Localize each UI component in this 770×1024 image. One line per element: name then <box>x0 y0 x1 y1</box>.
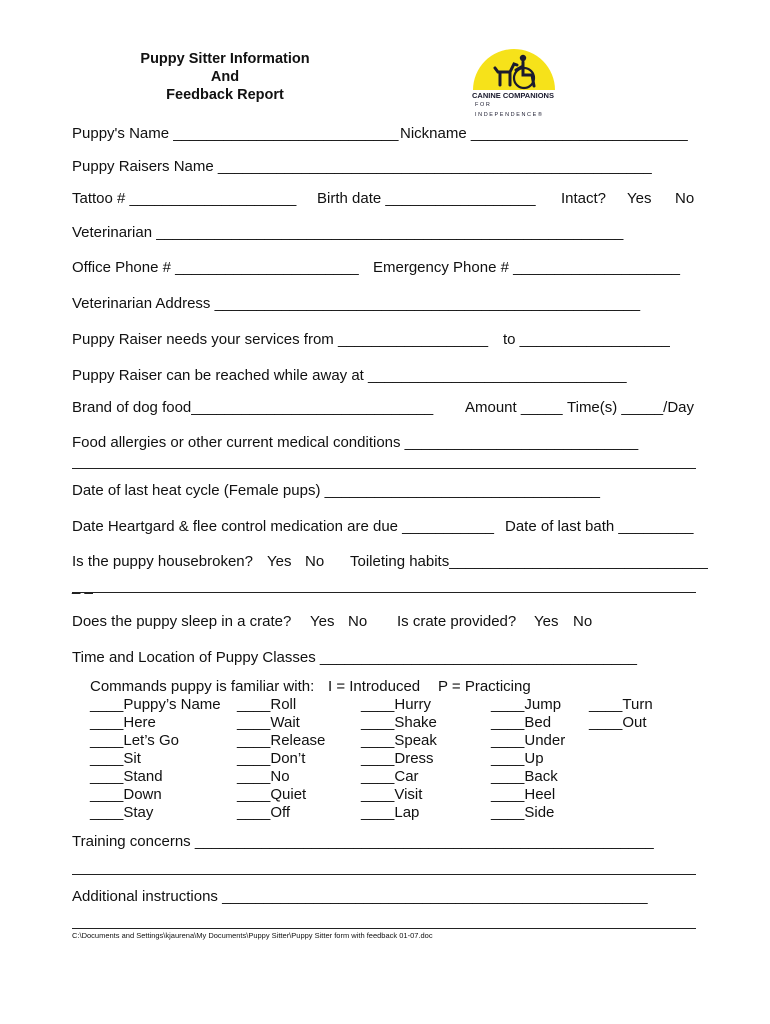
emergency-phone-field[interactable]: Emergency Phone # ____________________ <box>373 259 680 276</box>
file-path-footer: C:\Documents and Settings\kjaurena\My Documents\Puppy Sitter\Puppy Sitter form with feedback 01-07.doc <box>72 931 433 940</box>
heartgard-due-field[interactable]: Date Heartgard & flee control medication are due ___________ <box>72 518 494 535</box>
command-item[interactable]: ____Shake <box>361 714 437 731</box>
command-item[interactable]: ____Wait <box>237 714 300 731</box>
command-item[interactable]: ____Down <box>90 786 162 803</box>
vet-address-field[interactable]: Veterinarian Address ___________________________________________________ <box>72 295 641 312</box>
intact-no-option[interactable]: No <box>675 190 695 207</box>
services-from-field[interactable]: Puppy Raiser needs your services from __________________ <box>72 331 489 348</box>
commands-heading: Commands puppy is familiar with: <box>90 678 315 695</box>
reached-while-away-field[interactable]: Puppy Raiser can be reached while away at _______________________________ <box>72 367 627 384</box>
logo-text-line1: CANINE COMPANIONS <box>472 91 554 100</box>
command-item[interactable]: ____Off <box>237 804 291 821</box>
command-item[interactable]: ____Side <box>491 804 555 821</box>
additional-instructions-field[interactable]: Additional instructions ___________________________________________________ <box>72 888 648 905</box>
command-item[interactable]: ____Stay <box>90 804 154 821</box>
command-item[interactable]: ____Turn <box>589 696 653 713</box>
command-item[interactable]: ____Puppy’s Name <box>90 696 221 713</box>
housebroken-yes-option[interactable]: Yes <box>267 553 292 570</box>
amount-field[interactable]: Amount _____ <box>465 399 563 416</box>
puppy-name-field[interactable]: Puppy's Name ___________________________ <box>72 125 399 142</box>
form-title-line1: Puppy Sitter Information <box>140 51 310 67</box>
command-item[interactable]: ____Under <box>491 732 566 749</box>
last-bath-field[interactable]: Date of last bath _________ <box>505 518 694 535</box>
nickname-field[interactable]: Nickname __________________________ <box>400 125 688 142</box>
legend-practicing: P = Practicing <box>438 678 531 695</box>
logo-sun-shape <box>473 49 555 90</box>
training-concerns-field[interactable]: Training concerns _______________________________________________________ <box>72 833 654 850</box>
commands-column-3 <box>361 696 437 822</box>
command-item[interactable]: ____Speak <box>361 732 437 749</box>
puppy-raisers-name-field[interactable]: Puppy Raisers Name ____________________________________________________ <box>72 158 652 175</box>
housebroken-label: Is the puppy housebroken? <box>72 553 253 570</box>
command-item[interactable]: ____Back <box>491 768 558 785</box>
intact-label: Intact? <box>561 190 607 207</box>
command-item[interactable]: ____Don’t <box>237 750 306 767</box>
intact-yes-option[interactable]: Yes <box>627 190 652 207</box>
command-item[interactable]: ____Here <box>90 714 156 731</box>
continuation-mark: _ _ <box>72 578 93 595</box>
person-head <box>520 55 526 61</box>
command-item[interactable]: ____Quiet <box>237 786 307 803</box>
command-item[interactable]: ____Dress <box>361 750 434 767</box>
form-title-line3: Feedback Report <box>166 87 284 103</box>
command-item[interactable]: ____Lap <box>361 804 420 821</box>
crate-no-option[interactable]: No <box>348 613 368 630</box>
housebroken-no-option[interactable]: No <box>305 553 325 570</box>
command-item[interactable]: ____No <box>237 768 290 785</box>
command-item[interactable]: ____Bed <box>491 714 552 731</box>
command-item[interactable]: ____Release <box>237 732 326 749</box>
footer-divider <box>72 928 696 929</box>
last-heat-cycle-field[interactable]: Date of last heat cycle (Female pups) _________________________________ <box>72 482 600 499</box>
food-allergies-continuation-line[interactable] <box>72 468 696 469</box>
command-item[interactable]: ____Roll <box>237 696 297 713</box>
provided-yes-option[interactable]: Yes <box>534 613 559 630</box>
tattoo-field[interactable]: Tattoo # ____________________ <box>72 190 297 207</box>
food-allergies-field[interactable]: Food allergies or other current medical conditions ____________________________ <box>72 434 639 451</box>
command-item[interactable]: ____Visit <box>361 786 423 803</box>
commands-column-5 <box>589 696 653 732</box>
times-per-day-field[interactable]: Time(s) _____/Day <box>567 399 694 416</box>
command-item[interactable]: ____Let’s Go <box>90 732 179 749</box>
training-concerns-continuation-line[interactable] <box>72 874 696 875</box>
command-item[interactable]: ____Out <box>589 714 647 731</box>
commands-column-4 <box>491 696 565 822</box>
crate-yes-option[interactable]: Yes <box>310 613 335 630</box>
command-item[interactable]: ____Stand <box>90 768 163 785</box>
canine-companions-logo <box>468 48 560 118</box>
form-title-line2: And <box>210 69 240 85</box>
command-item[interactable]: ____Up <box>491 750 544 767</box>
birth-date-field[interactable]: Birth date __________________ <box>317 190 536 207</box>
commands-column-1 <box>90 696 221 822</box>
crate-provided-label: Is crate provided? <box>397 613 517 630</box>
command-item[interactable]: ____Jump <box>491 696 562 713</box>
command-item[interactable]: ____Car <box>361 768 419 785</box>
legend-introduced: I = Introduced <box>328 678 421 695</box>
toileting-habits-field[interactable]: Toileting habits_______________________________ <box>350 553 708 570</box>
puppy-classes-field[interactable]: Time and Location of Puppy Classes ______________________________________ <box>72 649 637 666</box>
logo-text-line2: FOR INDEPENDENCE® <box>475 102 544 118</box>
sleep-in-crate-label: Does the puppy sleep in a crate? <box>72 613 292 630</box>
provided-no-option[interactable]: No <box>573 613 593 630</box>
services-to-field[interactable]: to __________________ <box>503 331 670 348</box>
command-item[interactable]: ____Sit <box>90 750 141 767</box>
command-item[interactable]: ____Heel <box>491 786 556 803</box>
brand-of-food-field[interactable]: Brand of dog food_____________________________ <box>72 399 434 416</box>
command-item[interactable]: ____Hurry <box>361 696 432 713</box>
commands-column-2 <box>237 696 325 822</box>
toileting-continuation-line[interactable] <box>72 592 696 593</box>
veterinarian-field[interactable]: Veterinarian ________________________________________________________ <box>72 224 624 241</box>
office-phone-field[interactable]: Office Phone # ______________________ <box>72 259 359 276</box>
